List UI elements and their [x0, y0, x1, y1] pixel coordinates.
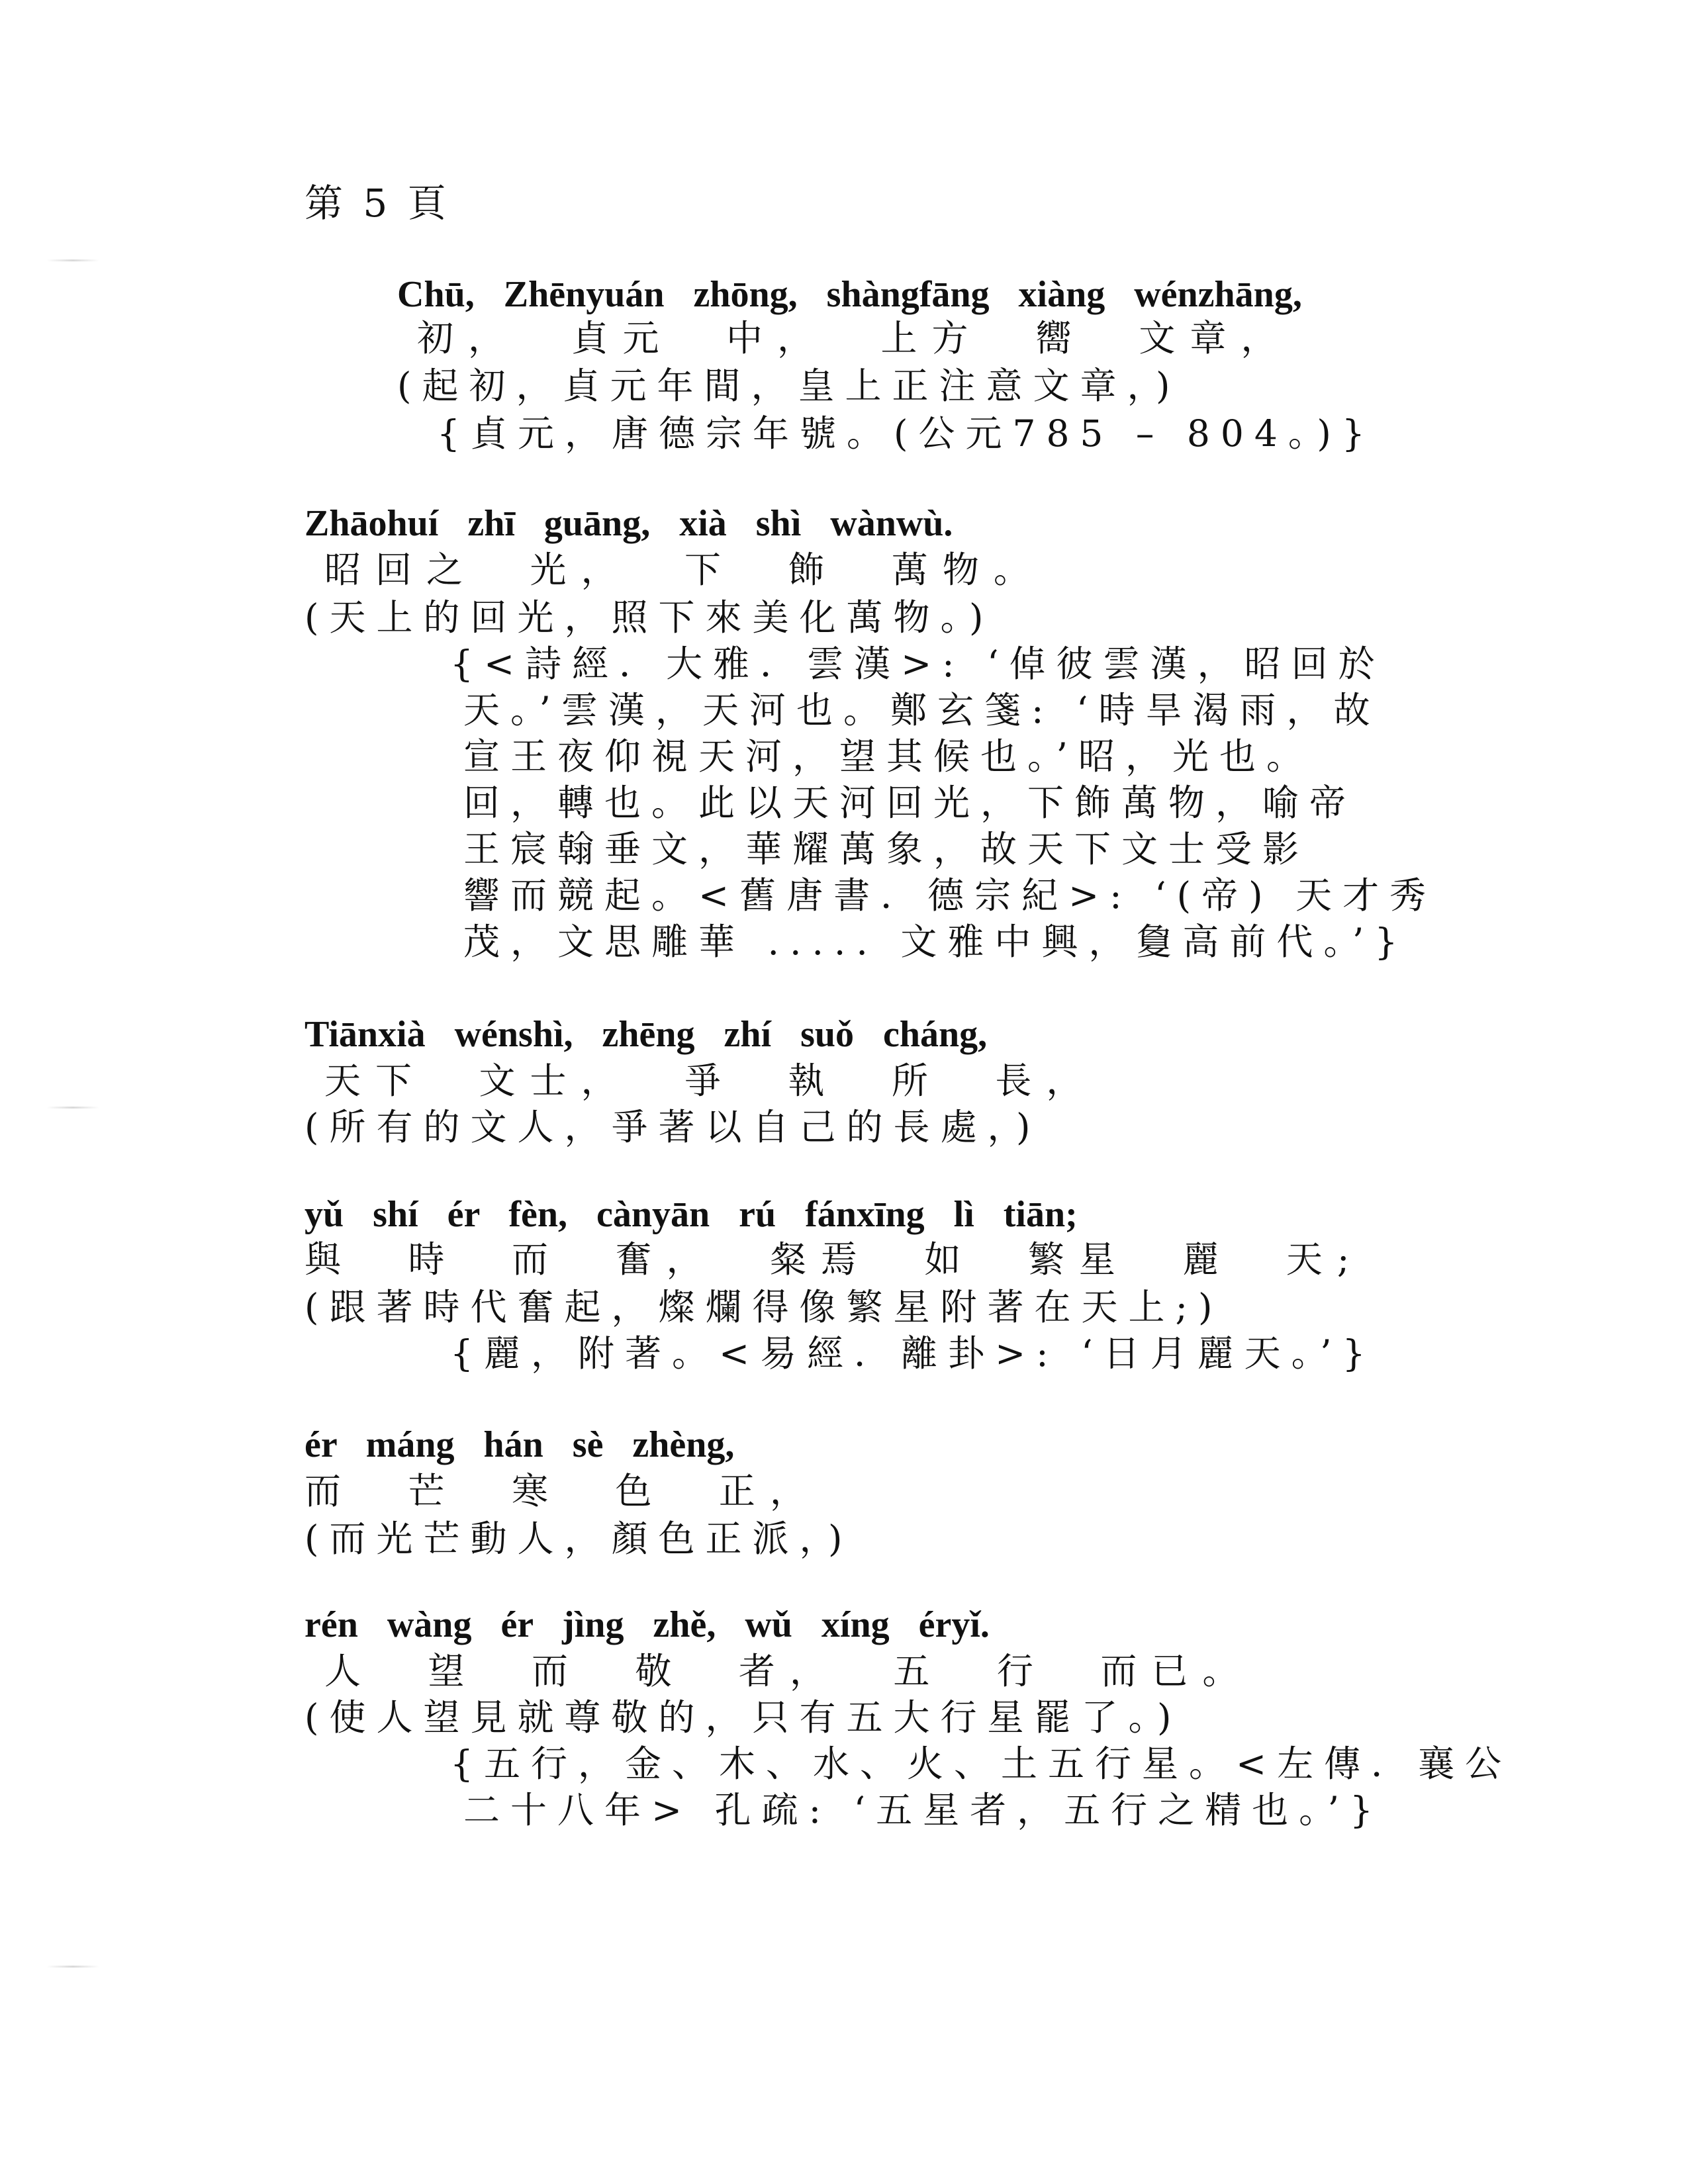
pinyin-line: rén wàng ér jìng zhě, wǔ xíng éryǐ. [305, 1604, 990, 1645]
hanzi-line: 天下 文士， 爭 執 所 長， [324, 1060, 1098, 1102]
scan-edge-mark [46, 1107, 99, 1109]
translation-line: (使人望見就尊敬的，只有五大行星罷了。) [305, 1696, 1182, 1739]
note-line: {五行，金、木、水、火、土五行星。<左傳．襄公 [450, 1743, 1513, 1785]
note-line: 天。’雲漢，天河也。鄭玄箋: ‘時旱渴雨，故 [463, 689, 1381, 731]
hanzi-line: 昭回之 光， 下 飾 萬物。 [324, 549, 1045, 591]
translation-line: (而光芒動人，顏色正派，) [305, 1518, 853, 1560]
note-line: 二十八年> 孔疏: ‘五星者，五行之精也。’} [463, 1789, 1384, 1831]
translation-line: (天上的回光，照下來美化萬物。) [305, 596, 994, 639]
note-line: 王宸翰垂文，華耀萬象，故天下文士受影 [463, 828, 1310, 870]
note-line: {麗，附著。<易經．離卦>: ‘日月麗天。’} [450, 1332, 1376, 1375]
hanzi-line: 初， 貞元 中， 上方 嚮 文章， [417, 317, 1292, 359]
note-line: {貞元，唐德宗年號。(公元785 – 804。)} [437, 412, 1376, 455]
pinyin-line: Chū, Zhēnyuán zhōng, shàngfāng xiàng wénzhāng, [397, 274, 1302, 315]
note-line: 回，轉也。此以天河回光，下飾萬物，喻帝 [463, 782, 1357, 824]
translation-line: (跟著時代奮起，燦爛得像繁星附著在天上;) [305, 1286, 1223, 1328]
pinyin-line: ér máng hán sè zhèng, [305, 1424, 735, 1465]
page-number-header: 第 5 頁 [305, 181, 450, 226]
note-line: {<詩經．大雅．雲漢>: ‘倬彼雲漢，昭回於 [450, 643, 1385, 685]
hanzi-line: 而 芒 寒 色 正， [305, 1470, 821, 1512]
pinyin-line: Tiānxià wénshì, zhēng zhí suǒ cháng, [305, 1014, 988, 1055]
scan-edge-mark [46, 1966, 99, 1968]
note-line: 宣王夜仰視天河，望其候也。’昭，光也。 [463, 735, 1313, 778]
note-line: 響而競起。<舊唐書．德宗紀>: ‘(帝) 天才秀 [463, 874, 1437, 917]
hanzi-line: 與 時 而 奮， 粲焉 如 繁星 麗 天; [305, 1238, 1364, 1281]
hanzi-line: 人 望 而 敬 者， 五 行 而已。 [324, 1650, 1254, 1692]
pinyin-line: yǔ shí ér fèn, cànyān rú fánxīng lì tiān; [305, 1194, 1078, 1235]
translation-line: (起初，貞元年間，皇上正注意文章，) [397, 365, 1181, 407]
scan-edge-mark [46, 259, 99, 261]
pinyin-line: Zhāohuí zhī guāng, xià shì wànwù. [305, 503, 953, 544]
translation-line: (所有的文人，爭著以自己的長處，) [305, 1106, 1041, 1148]
note-line: 茂，文思雕華 ..... 文雅中興，敻高前代。’} [463, 921, 1409, 963]
